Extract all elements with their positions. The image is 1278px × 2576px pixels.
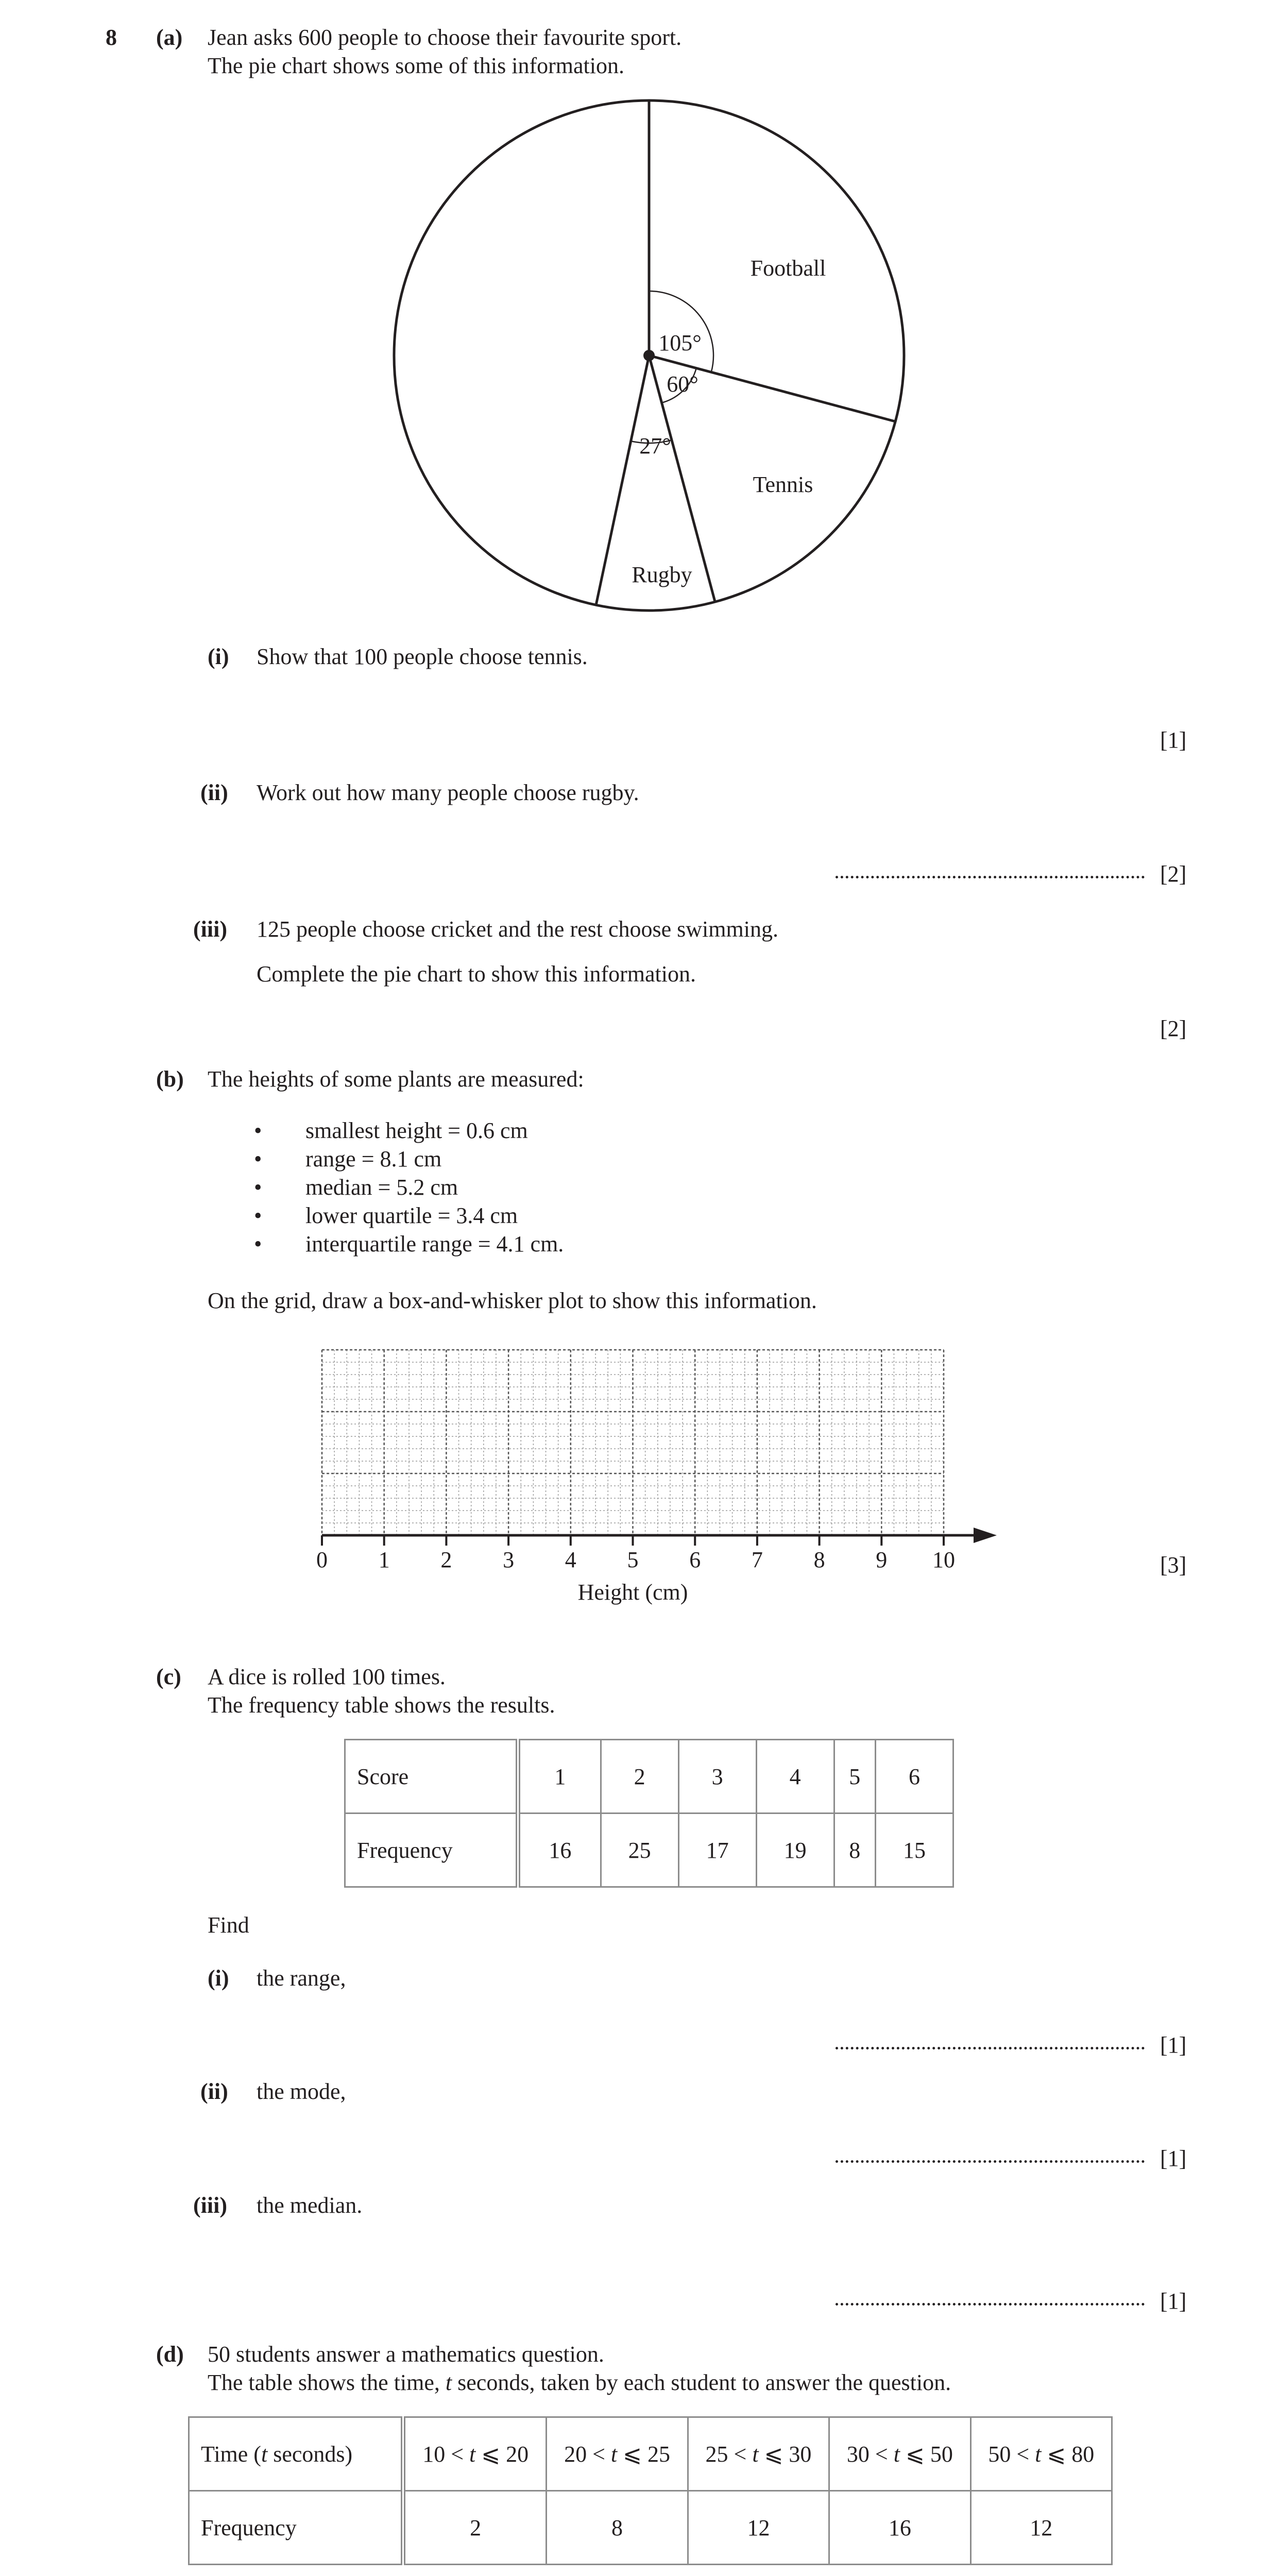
answer-line-a-ii[interactable]	[836, 876, 1145, 878]
bullet-dot: •	[254, 1118, 262, 1143]
part-a-ii-text: Work out how many people choose rugby.	[257, 780, 639, 805]
interval-cell: 10 < t ⩽ 20	[403, 2417, 547, 2491]
frequency-cell: 15	[875, 1814, 953, 1887]
part-a-i-marks: [1]	[1160, 727, 1187, 753]
tick-label: 7	[751, 1547, 763, 1572]
part-d-line2	[208, 2370, 951, 2396]
tick-label: 10	[932, 1547, 955, 1572]
tick-label: 6	[689, 1547, 701, 1572]
slice-label-tennis: Tennis	[753, 472, 813, 497]
frequency-cell: 8	[547, 2491, 688, 2565]
tick-label: 8	[813, 1547, 825, 1572]
bullet-item: interquartile range = 4.1 cm.	[305, 1231, 564, 1257]
score-cell: 4	[756, 1740, 834, 1814]
pie-chart[interactable]	[0, 0, 1278, 639]
part-d-line2-var: t	[445, 2370, 452, 2395]
dice-frequency-table	[344, 1739, 954, 1888]
part-c-find: Find	[208, 1912, 249, 1938]
time-header	[189, 2417, 403, 2491]
part-a-iii-text: 125 people choose cricket and the rest choose swimming.	[257, 917, 778, 942]
part-a-ii-marks: [2]	[1160, 861, 1187, 887]
bullet-item: smallest height = 0.6 cm	[305, 1118, 528, 1143]
interval-cell: 25 < t ⩽ 30	[688, 2417, 829, 2491]
bullet-item: lower quartile = 3.4 cm	[305, 1203, 518, 1228]
bullet-item: range = 8.1 cm	[305, 1146, 442, 1172]
part-b-marks: [3]	[1160, 1552, 1187, 1578]
axis-arrow-icon	[974, 1528, 997, 1543]
axis-label: Height (cm)	[577, 1580, 688, 1605]
angle-label: 27°	[639, 433, 671, 459]
time-frequency-table	[188, 2416, 1113, 2565]
part-c-ii-marks: [1]	[1160, 2146, 1187, 2171]
interval-lo: 10	[422, 2441, 446, 2467]
interval-cell: 20 < t ⩽ 25	[547, 2417, 688, 2491]
boxplot-grid[interactable]	[0, 1319, 1278, 1607]
score-cell: 6	[875, 1740, 953, 1814]
interval-lo: 50	[988, 2441, 1011, 2467]
part-a-i-text: Show that 100 people choose tennis.	[257, 644, 588, 669]
part-a-iii-label: (iii)	[193, 917, 227, 942]
angle-label: 60°	[667, 371, 698, 397]
bullet-dot: •	[254, 1175, 262, 1200]
score-cell: 3	[678, 1740, 756, 1814]
tick-label: 5	[627, 1547, 639, 1572]
interval-hi: 20	[506, 2441, 529, 2467]
tick-label: 3	[503, 1547, 515, 1572]
interval-hi: 25	[647, 2441, 671, 2467]
interval-cell: 50 < t ⩽ 80	[970, 2417, 1112, 2491]
part-c-i-label: (i)	[208, 1965, 229, 1991]
part-a-label: (a)	[156, 25, 183, 50]
time-header-post: seconds)	[267, 2441, 353, 2467]
frequency-cell: 19	[756, 1814, 834, 1887]
answer-line-c-i[interactable]	[836, 2047, 1145, 2049]
score-header: Score	[345, 1740, 518, 1814]
frequency-cell: 2	[403, 2491, 547, 2565]
part-c-iii-marks: [1]	[1160, 2289, 1187, 2314]
tick-label: 1	[378, 1547, 390, 1572]
part-a-line2: The pie chart shows some of this information.	[208, 53, 624, 78]
frequency-header: Frequency	[189, 2491, 403, 2565]
answer-line-c-iii[interactable]	[836, 2303, 1145, 2306]
part-b-intro: The heights of some plants are measured:	[208, 1066, 584, 1092]
part-a-ii-label: (ii)	[200, 780, 228, 805]
interval-lo: 25	[705, 2441, 728, 2467]
interval-hi: 50	[930, 2441, 953, 2467]
part-c-i-text: the range,	[257, 1965, 346, 1991]
pie-centre-dot	[643, 350, 655, 361]
answer-line-c-ii[interactable]	[836, 2160, 1145, 2163]
part-c-line2: The frequency table shows the results.	[208, 1692, 555, 1718]
frequency-cell: 16	[829, 2491, 970, 2565]
tick-label: 2	[440, 1547, 452, 1572]
part-c-ii-label: (ii)	[200, 2079, 228, 2104]
part-d-line1: 50 students answer a mathematics question.	[208, 2342, 604, 2367]
interval-hi: 30	[789, 2441, 812, 2467]
time-header-pre: Time (	[201, 2441, 261, 2467]
slice-label-rugby: Rugby	[632, 562, 692, 587]
table-row	[189, 2417, 1112, 2491]
part-a-line1: Jean asks 600 people to choose their favourite sport.	[208, 25, 682, 50]
part-c-iii-label: (iii)	[193, 2193, 227, 2218]
part-c-line1: A dice is rolled 100 times.	[208, 1664, 446, 1689]
bullet-dot: •	[254, 1231, 262, 1257]
interval-lo: 30	[846, 2441, 870, 2467]
table-row	[345, 1740, 953, 1814]
slice-label-football: Football	[750, 256, 826, 281]
frequency-cell: 12	[970, 2491, 1112, 2565]
part-a-iii-marks: [2]	[1160, 1016, 1187, 1041]
score-cell: 5	[834, 1740, 875, 1814]
table-row	[345, 1814, 953, 1887]
bullet-item: median = 5.2 cm	[305, 1175, 458, 1200]
frequency-header: Frequency	[345, 1814, 518, 1887]
interval-lo: 20	[564, 2441, 587, 2467]
bullet-dot: •	[254, 1146, 262, 1172]
table-row	[189, 2491, 1112, 2565]
score-cell: 1	[518, 1740, 601, 1814]
part-a-iii-text2: Complete the pie chart to show this information.	[257, 961, 696, 987]
part-d-line2-post: seconds, taken by each student to answer the question.	[452, 2370, 951, 2395]
interval-cell: 30 < t ⩽ 50	[829, 2417, 970, 2491]
frequency-cell: 12	[688, 2491, 829, 2565]
angle-label: 105°	[658, 330, 702, 355]
frequency-cell: 17	[678, 1814, 756, 1887]
part-c-i-marks: [1]	[1160, 2032, 1187, 2058]
frequency-cell: 16	[518, 1814, 601, 1887]
part-a-i-label: (i)	[208, 644, 229, 669]
tick-label: 9	[876, 1547, 888, 1572]
part-c-label: (c)	[156, 1664, 181, 1689]
frequency-cell: 8	[834, 1814, 875, 1887]
tick-label: 0	[316, 1547, 328, 1572]
time-header-var: t	[261, 2441, 268, 2467]
part-c-iii-text: the median.	[257, 2193, 363, 2218]
question-number: 8	[106, 25, 117, 50]
bullet-dot: •	[254, 1203, 262, 1228]
part-d-label: (d)	[156, 2342, 184, 2367]
part-b-instruction: On the grid, draw a box-and-whisker plot to show this information.	[208, 1288, 817, 1313]
tick-label: 4	[565, 1547, 576, 1572]
score-cell: 2	[601, 1740, 678, 1814]
part-c-ii-text: the mode,	[257, 2079, 346, 2104]
interval-hi: 80	[1071, 2441, 1095, 2467]
part-b-label: (b)	[156, 1066, 184, 1092]
frequency-cell: 25	[601, 1814, 678, 1887]
part-d-line2-pre: The table shows the time,	[208, 2370, 446, 2395]
